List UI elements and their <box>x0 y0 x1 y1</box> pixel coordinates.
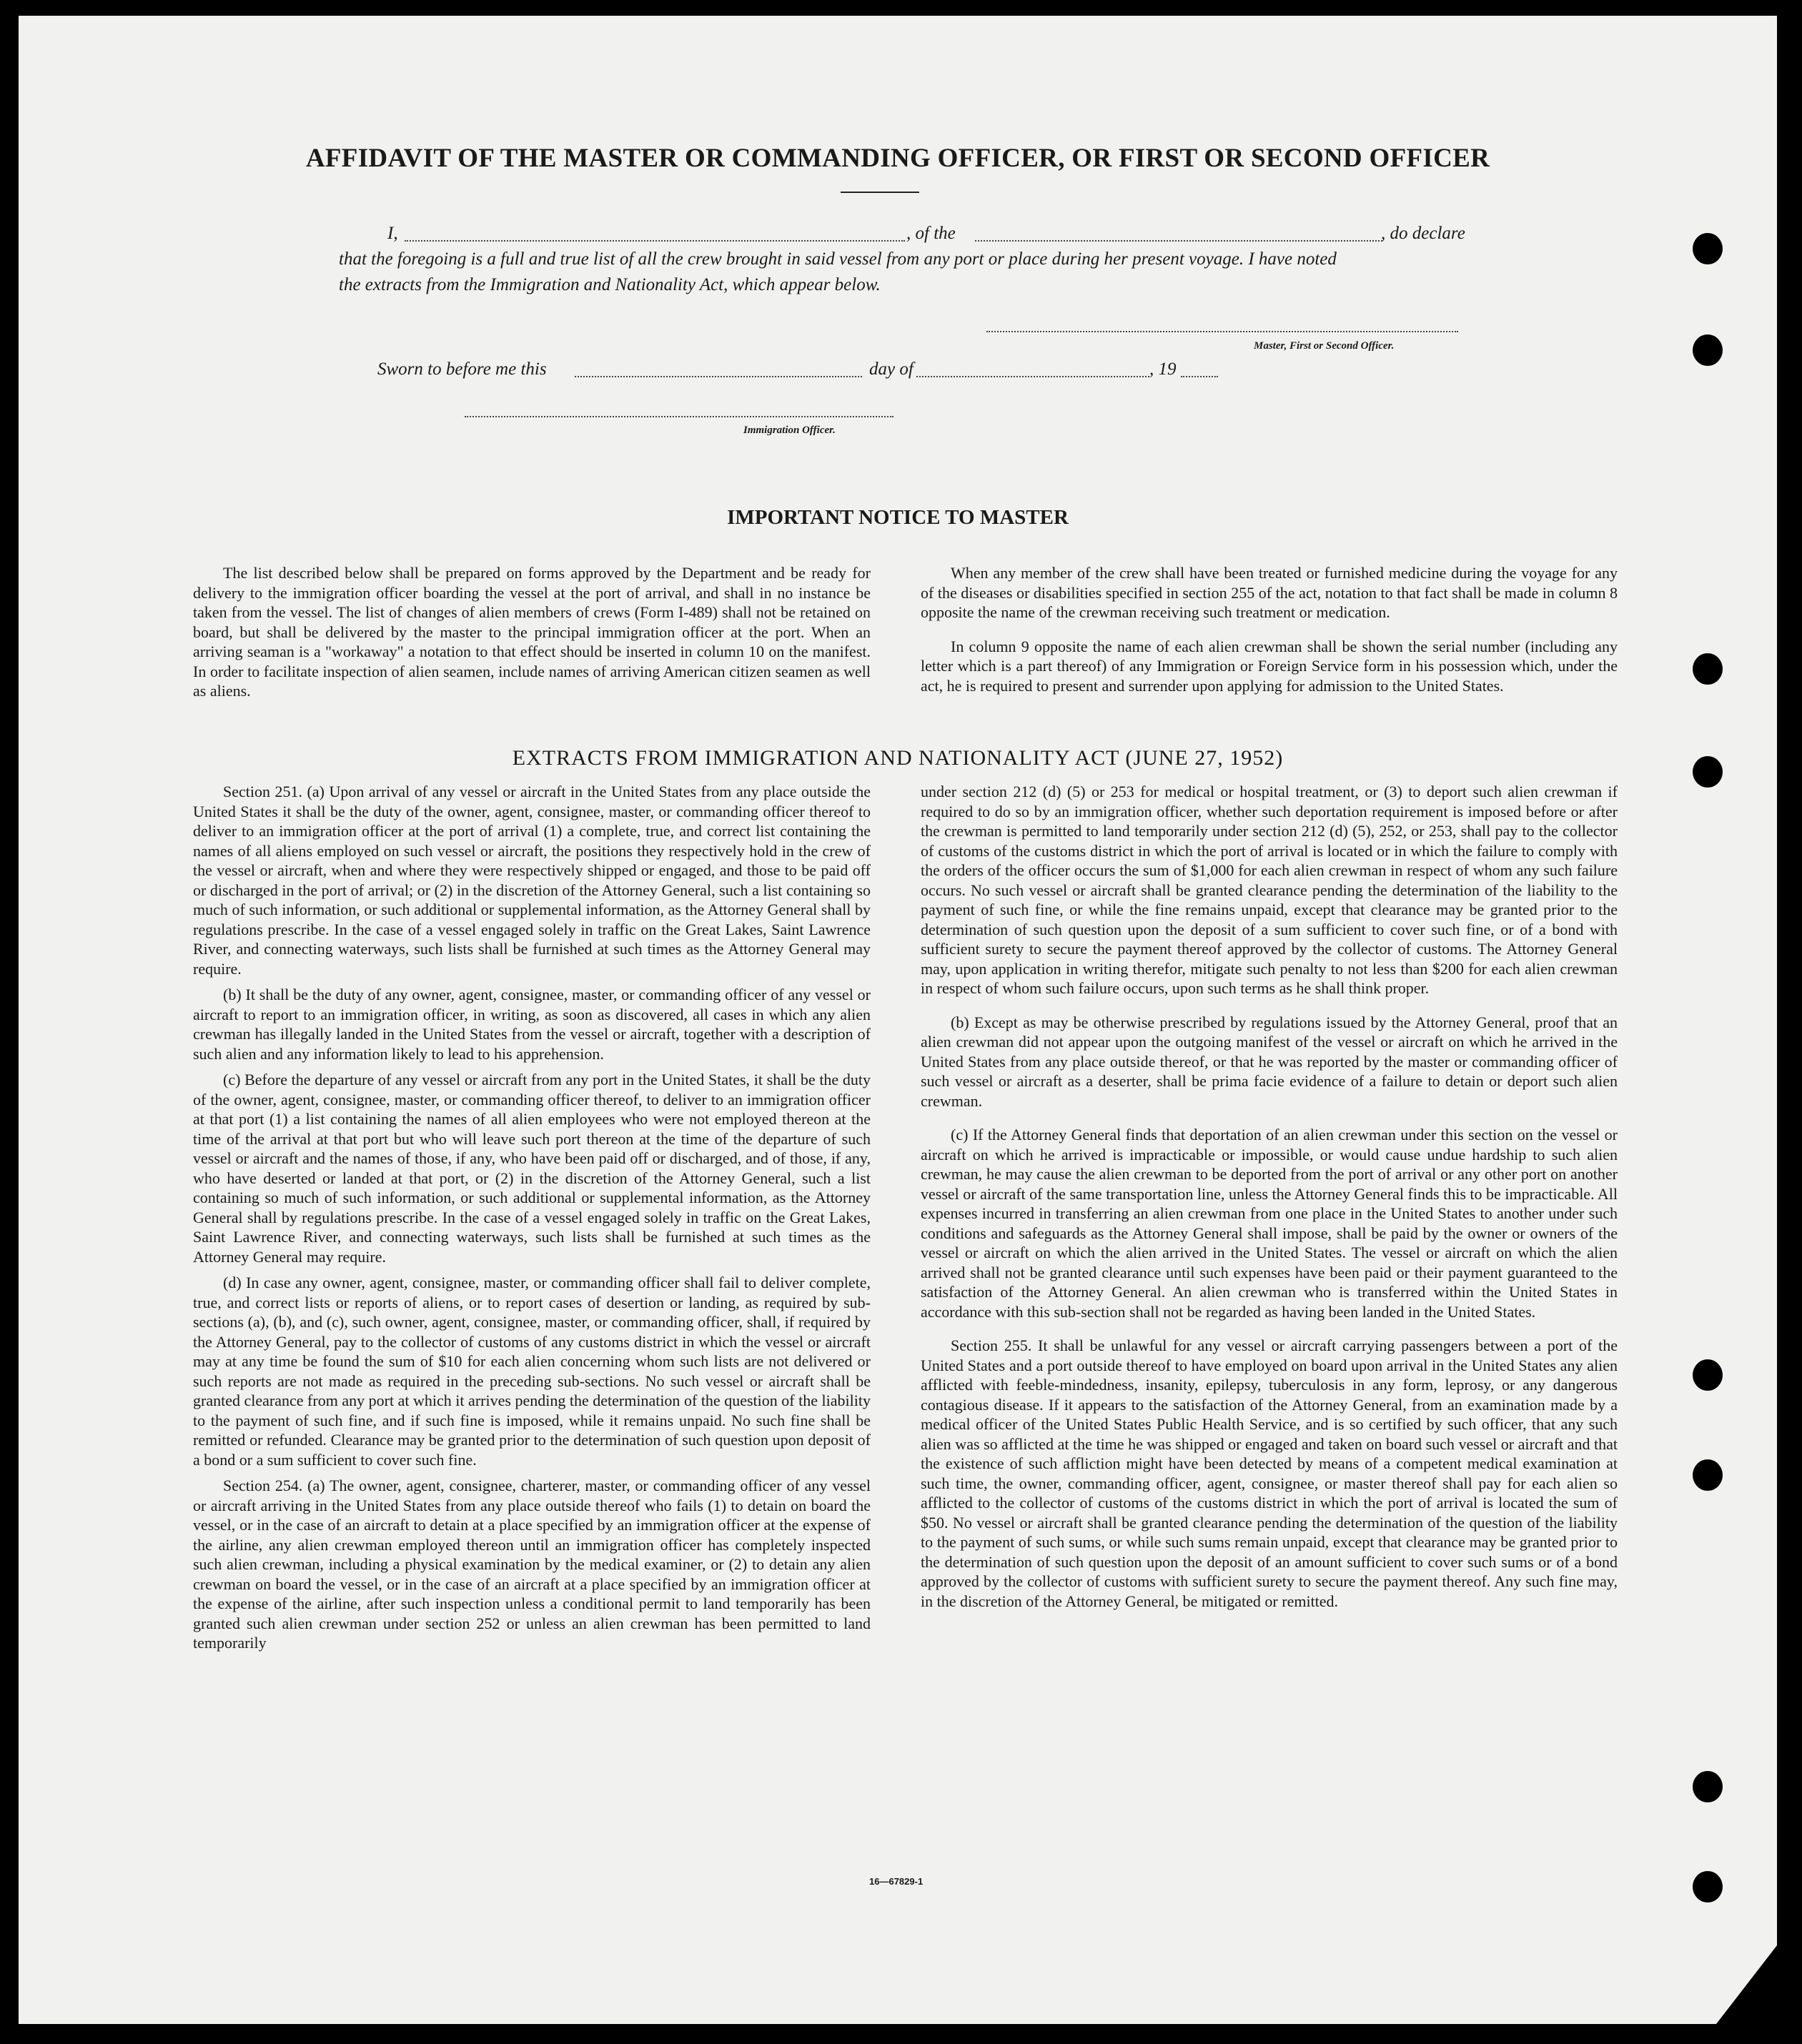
sworn-label: Sworn to before me this <box>377 359 547 379</box>
act-paragraph: Section 254. (a) The owner, agent, consignee, charterer, master, or commanding officer of any vessel or aircraft arriving in the United States from any place outside thereof who fails (1) to detain on board the vessel, or in the case of an aircraft to detain at a place specified by an immigration officer at the expense of the airline, any alien crewman employed thereon until an immigration officer has completely inspected such alien crewman, including a physical examination by the medical examiner, or (2) to detain any alien crewman on board the vessel, or in the case of an aircraft at a place specified by an immigration officer at the expense of the airline, after such inspection unless a conditional permit to land temporarily has been granted such alien crewman under section 252 or unless an alien crewman has been permitted to land temporarily <box>193 1477 871 1652</box>
act-paragraph: Section 255. It shall be unlawful for any vessel or aircraft carrying passengers between a port of the United States and a port outside thereof to have employed on board upon arrival in the United States any alien afflicted with feeble-mindedness, insanity, epilepsy, tuberculosis in any form, leprosy, or any dangerous contagious disease. If it appears to the satisfaction of the Attorney General, from an examination made by a medical officer of the United States Public Health Service, and is so certified by such officer, that any such alien was so afflicted at the time he was shipped or engaged and taken on board such vessel or aircraft and that the existence of such affliction might have been detected by means of a competent medical examination at such time, the owner, commanding officer, agent, consignee, or master thereof shall pay for each alien so afflicted to the collector of customs of the customs district in which the port of arrival is located the sum of $50. No vessel or aircraft shall be granted clearance pending the determination of the question of the liability to the payment of such sums, or while such sums remain unpaid, except that clearance may be granted prior to the determination of such question upon the deposit of an amount sufficient to cover such sums or of a bond approved by the collector of customs with sufficient surety to secure the payment thereof. Any such fine may, in the discretion of the Attorney General, be mitigated or remitted. <box>921 1336 1618 1610</box>
binder-hole <box>1693 653 1723 685</box>
title-rule <box>841 192 919 193</box>
year-field[interactable] <box>1181 376 1218 377</box>
declaration-line-2: that the foregoing is a full and true list of all the crew brought in said vessel from any port or place during her present voyage. I have noted <box>339 249 1337 269</box>
of-the-label: , of the <box>906 224 956 243</box>
vessel-field[interactable] <box>975 240 1382 242</box>
notice-paragraph: The list described below shall be prepared on forms approved by the Department and be ready for delivery to the immigration officer boarding the vessel at the port of arrival, and shall in no instance be taken from the vessel. The list of changes of alien members of crews (Form I-489) shall not be retained on board, but shall be delivered by the master to the principal immigration officer at the port. When an arriving seaman is a "workaway" a notation to that effect should be inserted in column 10 on the manifest. In order to facilitate inspection of alien seamen, include names of arriving American citizen seamen as well as aliens. <box>193 564 871 700</box>
binder-hole <box>1693 334 1723 366</box>
notice-heading: IMPORTANT NOTICE TO MASTER <box>727 506 1069 529</box>
affidavit-title: AFFIDAVIT OF THE MASTER OR COMMANDING OFFICER, OR FIRST OR SECOND OFFICER <box>305 144 1490 173</box>
i-label: I, <box>387 224 398 243</box>
document-page <box>19 16 1777 2024</box>
notice-left-column <box>193 563 871 708</box>
notice-paragraph: When any member of the crew shall have been treated or furnished medicine during the voyage for any of the diseases or disabilities specified in section 255 of the act, notation to that fact shall be made in column 8 opposite the name of the crewman receiving such treatment or medication. <box>921 564 1618 621</box>
day-of-label: day of <box>869 359 914 379</box>
act-paragraph: (c) Before the departure of any vessel or aircraft from any port in the United States, it shall be the duty of the owner, agent, consignee, master, or commanding officer thereof, to deliver to an immigration officer at that port (1) a list containing the names of all alien employees who were not employed thereon at the time of the arrival at that port but who will leave such port thereon at the time of the departure of such vessel or aircraft and the names of those, if any, who have been paid off or discharged, and of those, if any, who have deserted or landed at that port, or (2) in the discretion of the Attorney General, such a list containing so much of such information, or such additional or supplemental information, as the Attorney General shall by regulations prescribe. In the case of a vessel engaged solely in traffic on the Great Lakes, Saint Lawrence River, and connecting waterways, such lists shall be furnished at such times as the Attorney General may require. <box>193 1071 871 1266</box>
notice-paragraph: In column 9 opposite the name of each alien crewman shall be shown the serial number (including any letter which is a part thereof) of any Immigration or Foreign Service form in his possession which, under the act, he is required to present and surrender upon applying for admission to the United States. <box>921 637 1618 695</box>
binder-hole <box>1693 1871 1723 1902</box>
extracts-heading: EXTRACTS FROM IMMIGRATION AND NATIONALITY ACT (JUNE 27, 1952) <box>512 746 1284 770</box>
binder-hole <box>1693 1771 1723 1802</box>
act-paragraph: (b) It shall be the duty of any owner, agent, consignee, master, or commanding officer of any vessel or aircraft to report to an immigration officer, in writing, as soon as discovered, all cases in which any alien crewman has illegally landed in the United States from the vessel or aircraft, together with a description of such alien and any information likely to lead to his apprehension. <box>193 986 871 1063</box>
extracts-right-column <box>921 782 1618 1617</box>
notice-right-column <box>921 563 1618 702</box>
name-field[interactable] <box>405 240 905 242</box>
act-paragraph: (b) Except as may be otherwise prescribed by regulations issued by the Attorney General, proof that an alien crewman did not appear upon the outgoing manifest of the vessel or aircraft on which he arrived in the United States from any place outside thereof, or that he was reported by the master or commanding officer of such vessel or aircraft as a deserter, shall be prima facie evidence of a failure to detain or deport such alien crewman. <box>921 1013 1618 1110</box>
binder-hole <box>1693 1459 1723 1491</box>
declaration-line-3: the extracts from the Immigration and Nationality Act, which appear below. <box>339 275 881 294</box>
declaration-line-1 <box>339 220 1482 249</box>
binder-hole <box>1693 1359 1723 1391</box>
binder-hole <box>1693 233 1723 264</box>
act-paragraph: (d) In case any owner, agent, consignee, master, or commanding officer shall fail to deliver complete, true, and correct lists or reports of aliens, or to report cases of desertion or landing, as required by sub-sections (a), (b), and (c), such owner, agent, consignee, master, or commanding officer, shall, if required by the Attorney General, pay to the collector of customs of any customs district in which the vessel or aircraft may at any time be found the sum of $10 for each alien concerning whom such lists are not delivered or such reports are not made as required in the preceding sub-sections. No such vessel or aircraft shall be granted clearance from any port at which it arrives pending the determination of the question of the liability to the payment of such fine, and if such fine is imposed, while it remains unpaid. No such fine shall be remitted or refunded. Clearance may be granted prior to the determination of such question upon deposit of a bond or a sum sufficient to cover such fine. <box>193 1274 871 1469</box>
form-code: 16—67829-1 <box>869 1876 924 1887</box>
act-paragraph: Section 251. (a) Upon arrival of any vessel or aircraft in the United States from any place outside the United States it shall be the duty of the owner, agent, consignee, master, or commanding officer thereof to deliver to an immigration officer at the port of arrival (1) a complete, true, and correct list containing the names of all aliens employed on such vessel or aircraft, the positions they respectively hold in the crew of the vessel or aircraft, when and where they were respectively shipped or engaged, and those to be paid off or discharged in the port of arrival; or (2) in the discretion of the Attorney General, such a list containing so much of such information, or such additional or supplemental information, as the Attorney General shall by regulations prescribe. In the case of a vessel engaged solely in traffic on the Great Lakes, Saint Lawrence River, and connecting waterways, such lists shall be furnished at such times as the Attorney General may require. <box>193 783 871 978</box>
do-declare-label: , do declare <box>1381 224 1465 243</box>
year-label: , 19 <box>1149 359 1177 379</box>
master-signature-field[interactable] <box>986 331 1458 332</box>
sworn-date-field[interactable] <box>575 376 862 377</box>
month-field[interactable] <box>916 376 1149 377</box>
folded-corner <box>1716 1945 1777 2024</box>
immigration-officer-signature-field[interactable] <box>465 416 893 417</box>
immigration-officer-label: Immigration Officer. <box>743 425 836 436</box>
master-signature-label: Master, First or Second Officer. <box>1254 340 1395 352</box>
sworn-line <box>339 356 1482 385</box>
act-paragraph: (c) If the Attorney General finds that deportation of an alien crewman under this section on the vessel or aircraft on which he arrived is impracticable or impossible, or would cause undue hardship to such alien crewman, he may cause the alien crewman to be deported from the port of arrival or any other port on another vessel or aircraft of the same transportation line, unless the Attorney General finds this to be impracticable. All expenses incurred in transferring an alien crewman from one place in the United States to another under such conditions and safeguards as the Attorney General shall impose, shall be paid by the owner or owners of the vessel or aircraft on which the alien arrived in the United States. The vessel or aircraft on which the alien arrived shall not be granted clearance until such expenses have been paid or their payment guaranteed to the satisfaction of the Attorney General. An alien crewman who is transferred within the United States in accordance with this sub-section shall not be regarded as having been landed in the United States. <box>921 1126 1618 1321</box>
extracts-left-column <box>193 782 871 1659</box>
act-paragraph: under section 212 (d) (5) or 253 for medical or hospital treatment, or (3) to deport such alien crewman if required to do so by an immigration officer, whether such deportation requirement is imposed before or after the crewman is permitted to land temporarily under section 212 (d) (5), 252, or 253, shall pay to the collector of customs of the customs district in which the port of arrival is located or in which the failure to comply with the orders of the officer occurs the sum of $1,000 for each alien crewman in respect of whom any such failure occurs. No such vessel or aircraft shall be granted clearance pending the determination of the liability to the payment of such fine, or while the fine remains unpaid, except that clearance may be granted prior to the determination of such question upon the deposit of a sum sufficient to cover such fine, or of a bond with sufficient surety to secure the payment thereof approved by the collector of customs. The Attorney General may, upon application in writing therefor, mitigate such penalty to not less than $200 for each alien crewman in respect of whom such failure occurs, upon such terms as he shall think proper. <box>921 783 1618 997</box>
